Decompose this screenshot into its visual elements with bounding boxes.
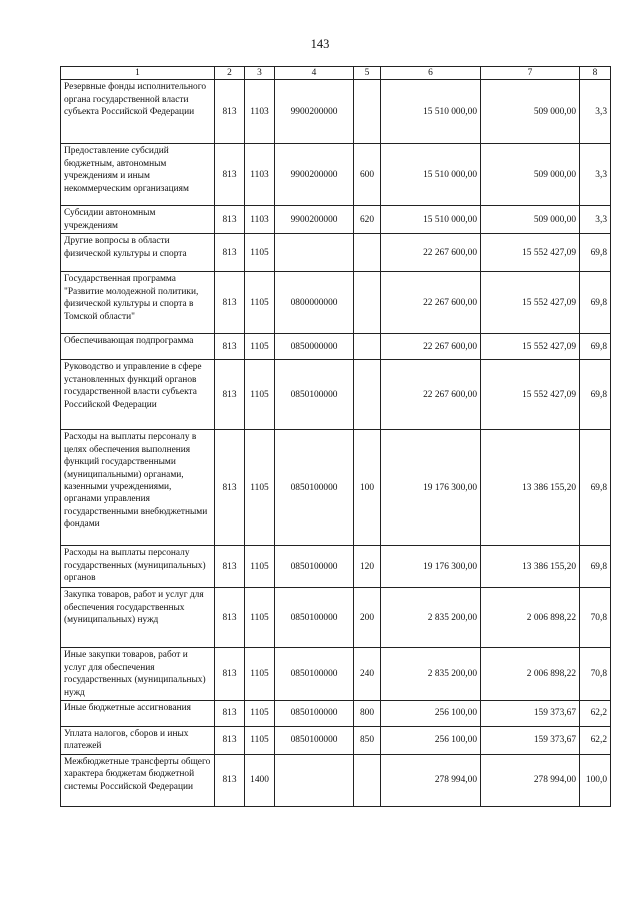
row-target-cell [275, 234, 354, 272]
row-executed-cell: 13 386 155,20 [481, 546, 580, 588]
row-section-cell: 1105 [245, 234, 275, 272]
row-percent-cell: 69,8 [580, 234, 611, 272]
row-expense-type-cell [354, 80, 381, 144]
row-expense-type-cell: 800 [354, 701, 381, 727]
row-section-cell: 1105 [245, 430, 275, 546]
row-section-cell: 1105 [245, 588, 275, 648]
table-row [61, 701, 611, 727]
row-percent-cell: 69,8 [580, 334, 611, 360]
row-executed-cell: 2 006 898,22 [481, 588, 580, 648]
row-code-cell: 813 [215, 727, 245, 755]
row-percent-cell: 100,0 [580, 755, 611, 807]
column-header: 2 [215, 67, 245, 80]
row-percent-cell: 69,8 [580, 272, 611, 334]
row-plan-cell: 256 100,00 [381, 727, 481, 755]
row-target-cell: 0850100000 [275, 701, 354, 727]
row-executed-cell: 159 373,67 [481, 727, 580, 755]
table-row [61, 272, 611, 334]
row-percent-cell: 3,3 [580, 80, 611, 144]
row-code-cell: 813 [215, 144, 245, 206]
row-target-cell: 0850000000 [275, 334, 354, 360]
row-percent-cell: 62,2 [580, 701, 611, 727]
row-target-cell: 9900200000 [275, 206, 354, 234]
budget-table [60, 66, 611, 807]
row-code-cell: 813 [215, 360, 245, 430]
row-code-cell: 813 [215, 206, 245, 234]
column-header: 1 [61, 67, 215, 80]
row-code-cell: 813 [215, 546, 245, 588]
row-percent-cell: 69,8 [580, 360, 611, 430]
column-header: 8 [580, 67, 611, 80]
row-section-cell: 1400 [245, 755, 275, 807]
row-executed-cell: 15 552 427,09 [481, 272, 580, 334]
row-expense-type-cell: 120 [354, 546, 381, 588]
row-executed-cell: 509 000,00 [481, 144, 580, 206]
row-executed-cell: 509 000,00 [481, 80, 580, 144]
row-plan-cell: 2 835 200,00 [381, 648, 481, 701]
row-code-cell: 813 [215, 430, 245, 546]
row-section-cell: 1105 [245, 334, 275, 360]
table-row [61, 334, 611, 360]
row-name-cell: Другие вопросы в области физической культуры и спорта [61, 234, 215, 272]
row-plan-cell: 22 267 600,00 [381, 234, 481, 272]
row-name-cell: Государственная программа "Развитие молодежной политики, физической культуры и спорта в Томской области" [61, 272, 215, 334]
row-section-cell: 1105 [245, 701, 275, 727]
row-percent-cell: 69,8 [580, 546, 611, 588]
row-name-cell: Субсидии автономным учреждениям [61, 206, 215, 234]
row-percent-cell: 70,8 [580, 648, 611, 701]
table-row [61, 206, 611, 234]
row-executed-cell: 15 552 427,09 [481, 360, 580, 430]
row-plan-cell: 19 176 300,00 [381, 430, 481, 546]
row-executed-cell: 159 373,67 [481, 701, 580, 727]
row-name-cell: Обеспечивающая подпрограмма [61, 334, 215, 360]
row-code-cell: 813 [215, 334, 245, 360]
row-expense-type-cell [354, 334, 381, 360]
row-expense-type-cell: 600 [354, 144, 381, 206]
row-plan-cell: 15 510 000,00 [381, 80, 481, 144]
table-row [61, 430, 611, 546]
row-executed-cell: 2 006 898,22 [481, 648, 580, 701]
table-row [61, 648, 611, 701]
table-row [61, 144, 611, 206]
row-executed-cell: 15 552 427,09 [481, 234, 580, 272]
row-expense-type-cell [354, 360, 381, 430]
row-code-cell: 813 [215, 701, 245, 727]
row-expense-type-cell: 240 [354, 648, 381, 701]
row-percent-cell: 69,8 [580, 430, 611, 546]
row-section-cell: 1105 [245, 546, 275, 588]
table-header-row [61, 67, 611, 80]
row-target-cell: 0850100000 [275, 546, 354, 588]
row-plan-cell: 22 267 600,00 [381, 334, 481, 360]
row-executed-cell: 278 994,00 [481, 755, 580, 807]
row-name-cell: Иные бюджетные ассигнования [61, 701, 215, 727]
column-header: 6 [381, 67, 481, 80]
row-percent-cell: 3,3 [580, 144, 611, 206]
row-plan-cell: 256 100,00 [381, 701, 481, 727]
row-executed-cell: 15 552 427,09 [481, 334, 580, 360]
row-expense-type-cell [354, 755, 381, 807]
row-code-cell: 813 [215, 755, 245, 807]
row-target-cell: 0850100000 [275, 430, 354, 546]
row-target-cell [275, 755, 354, 807]
row-name-cell: Закупка товаров, работ и услуг для обеспечения государственных (муниципальных) нужд [61, 588, 215, 648]
row-plan-cell: 15 510 000,00 [381, 206, 481, 234]
table-row [61, 80, 611, 144]
row-target-cell: 0850100000 [275, 588, 354, 648]
table-row [61, 588, 611, 648]
row-name-cell: Руководство и управление в сфере установленных функций органов государственной власти субъекта Российской Федерации [61, 360, 215, 430]
row-plan-cell: 22 267 600,00 [381, 360, 481, 430]
row-name-cell: Расходы на выплаты персоналу в целях обеспечения выполнения функций государственными (муниципальными) органами, казенными учреждениями, органами управления государственными внебюджетными фондами [61, 430, 215, 546]
row-expense-type-cell: 620 [354, 206, 381, 234]
row-name-cell: Межбюджетные трансферты общего характера бюджетам бюджетной системы Российской Федерации [61, 755, 215, 807]
row-target-cell: 0800000000 [275, 272, 354, 334]
row-section-cell: 1105 [245, 727, 275, 755]
row-expense-type-cell [354, 234, 381, 272]
table-row [61, 727, 611, 755]
row-code-cell: 813 [215, 80, 245, 144]
row-name-cell: Уплата налогов, сборов и иных платежей [61, 727, 215, 755]
row-expense-type-cell: 200 [354, 588, 381, 648]
row-target-cell: 9900200000 [275, 144, 354, 206]
page-number: 143 [310, 37, 330, 51]
row-name-cell: Расходы на выплаты персоналу государственных (муниципальных) органов [61, 546, 215, 588]
row-target-cell: 0850100000 [275, 727, 354, 755]
table-row [61, 755, 611, 807]
row-target-cell: 0850100000 [275, 648, 354, 701]
table-row [61, 234, 611, 272]
table-row [61, 360, 611, 430]
column-header: 4 [275, 67, 354, 80]
row-plan-cell: 19 176 300,00 [381, 546, 481, 588]
table-row [61, 546, 611, 588]
row-name-cell: Резервные фонды исполнительного органа государственной власти субъекта Российской Федерации [61, 80, 215, 144]
column-header: 3 [245, 67, 275, 80]
row-name-cell: Предоставление субсидий бюджетным, автономным учреждениям и иным некоммерческим организациям [61, 144, 215, 206]
row-section-cell: 1105 [245, 360, 275, 430]
row-plan-cell: 278 994,00 [381, 755, 481, 807]
row-section-cell: 1103 [245, 80, 275, 144]
row-percent-cell: 3,3 [580, 206, 611, 234]
row-code-cell: 813 [215, 234, 245, 272]
row-expense-type-cell [354, 272, 381, 334]
row-target-cell: 9900200000 [275, 80, 354, 144]
row-code-cell: 813 [215, 648, 245, 701]
row-executed-cell: 509 000,00 [481, 206, 580, 234]
row-code-cell: 813 [215, 588, 245, 648]
row-percent-cell: 62,2 [580, 727, 611, 755]
row-section-cell: 1105 [245, 648, 275, 701]
row-expense-type-cell: 850 [354, 727, 381, 755]
row-executed-cell: 13 386 155,20 [481, 430, 580, 546]
row-plan-cell: 15 510 000,00 [381, 144, 481, 206]
row-name-cell: Иные закупки товаров, работ и услуг для обеспечения государственных (муниципальных) нужд [61, 648, 215, 701]
row-plan-cell: 22 267 600,00 [381, 272, 481, 334]
row-plan-cell: 2 835 200,00 [381, 588, 481, 648]
row-target-cell: 0850100000 [275, 360, 354, 430]
column-header: 5 [354, 67, 381, 80]
row-percent-cell: 70,8 [580, 588, 611, 648]
row-section-cell: 1103 [245, 144, 275, 206]
row-code-cell: 813 [215, 272, 245, 334]
row-section-cell: 1105 [245, 272, 275, 334]
row-section-cell: 1103 [245, 206, 275, 234]
row-expense-type-cell: 100 [354, 430, 381, 546]
column-header: 7 [481, 67, 580, 80]
